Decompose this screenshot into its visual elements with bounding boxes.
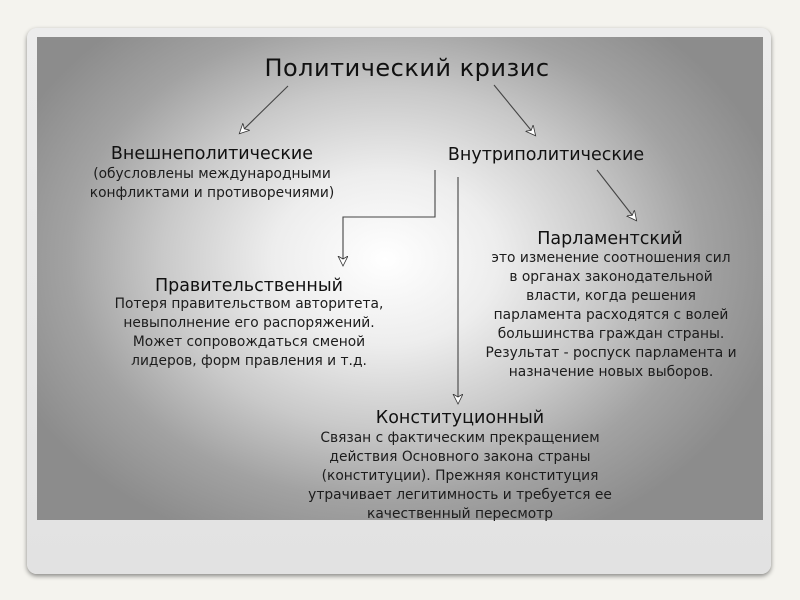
text-line: (обусловлены международными bbox=[93, 166, 331, 182]
text-line: действия Основного закона страны bbox=[329, 449, 591, 465]
text-line: конфликтами и противоречиями) bbox=[89, 185, 335, 201]
arrow-title-to-external bbox=[240, 86, 288, 133]
external-description bbox=[48, 165, 376, 203]
text-line: качественный пересмотр bbox=[367, 506, 553, 522]
internal-heading: Внутриполитические bbox=[447, 145, 645, 165]
text-line: Связан с фактическим прекращением bbox=[320, 430, 600, 446]
text-line: Результат - роспуск парламента и bbox=[485, 345, 737, 361]
arrow-internal-to-parliamentary bbox=[597, 170, 636, 220]
parliamentary-description bbox=[456, 249, 766, 382]
text-line: парламента расходятся с волей bbox=[493, 307, 729, 323]
text-line: Может сопровождаться сменой bbox=[132, 334, 366, 350]
external-heading: Внешнеполитические bbox=[110, 144, 314, 164]
text-line: утрачивает легитимность и требуется ее bbox=[308, 487, 612, 503]
text-line: большинства граждан страны. bbox=[497, 326, 725, 342]
text-line: назначение новых выборов. bbox=[508, 364, 714, 380]
constitutional-heading: Конституционный bbox=[375, 408, 545, 428]
text-line: лидеров, форм правления и т.д. bbox=[131, 353, 367, 369]
governmental-description bbox=[82, 295, 416, 371]
text-line: это изменение соотношения сил bbox=[491, 250, 731, 266]
text-line: невыполнение его распоряжений. bbox=[123, 315, 375, 331]
text-line: Потеря правительством авторитета, bbox=[114, 296, 384, 312]
text-line: власти, когда решения bbox=[526, 288, 696, 304]
constitutional-description bbox=[280, 429, 640, 524]
parliamentary-heading: Парламентский bbox=[537, 229, 683, 249]
diagram-title: Политический кризис bbox=[264, 54, 550, 82]
arrow-title-to-internal bbox=[494, 85, 535, 135]
text-line: (конституции). Прежняя конституция bbox=[321, 468, 599, 484]
text-line: в органах законодательной bbox=[509, 269, 713, 285]
governmental-heading: Правительственный bbox=[154, 276, 344, 296]
